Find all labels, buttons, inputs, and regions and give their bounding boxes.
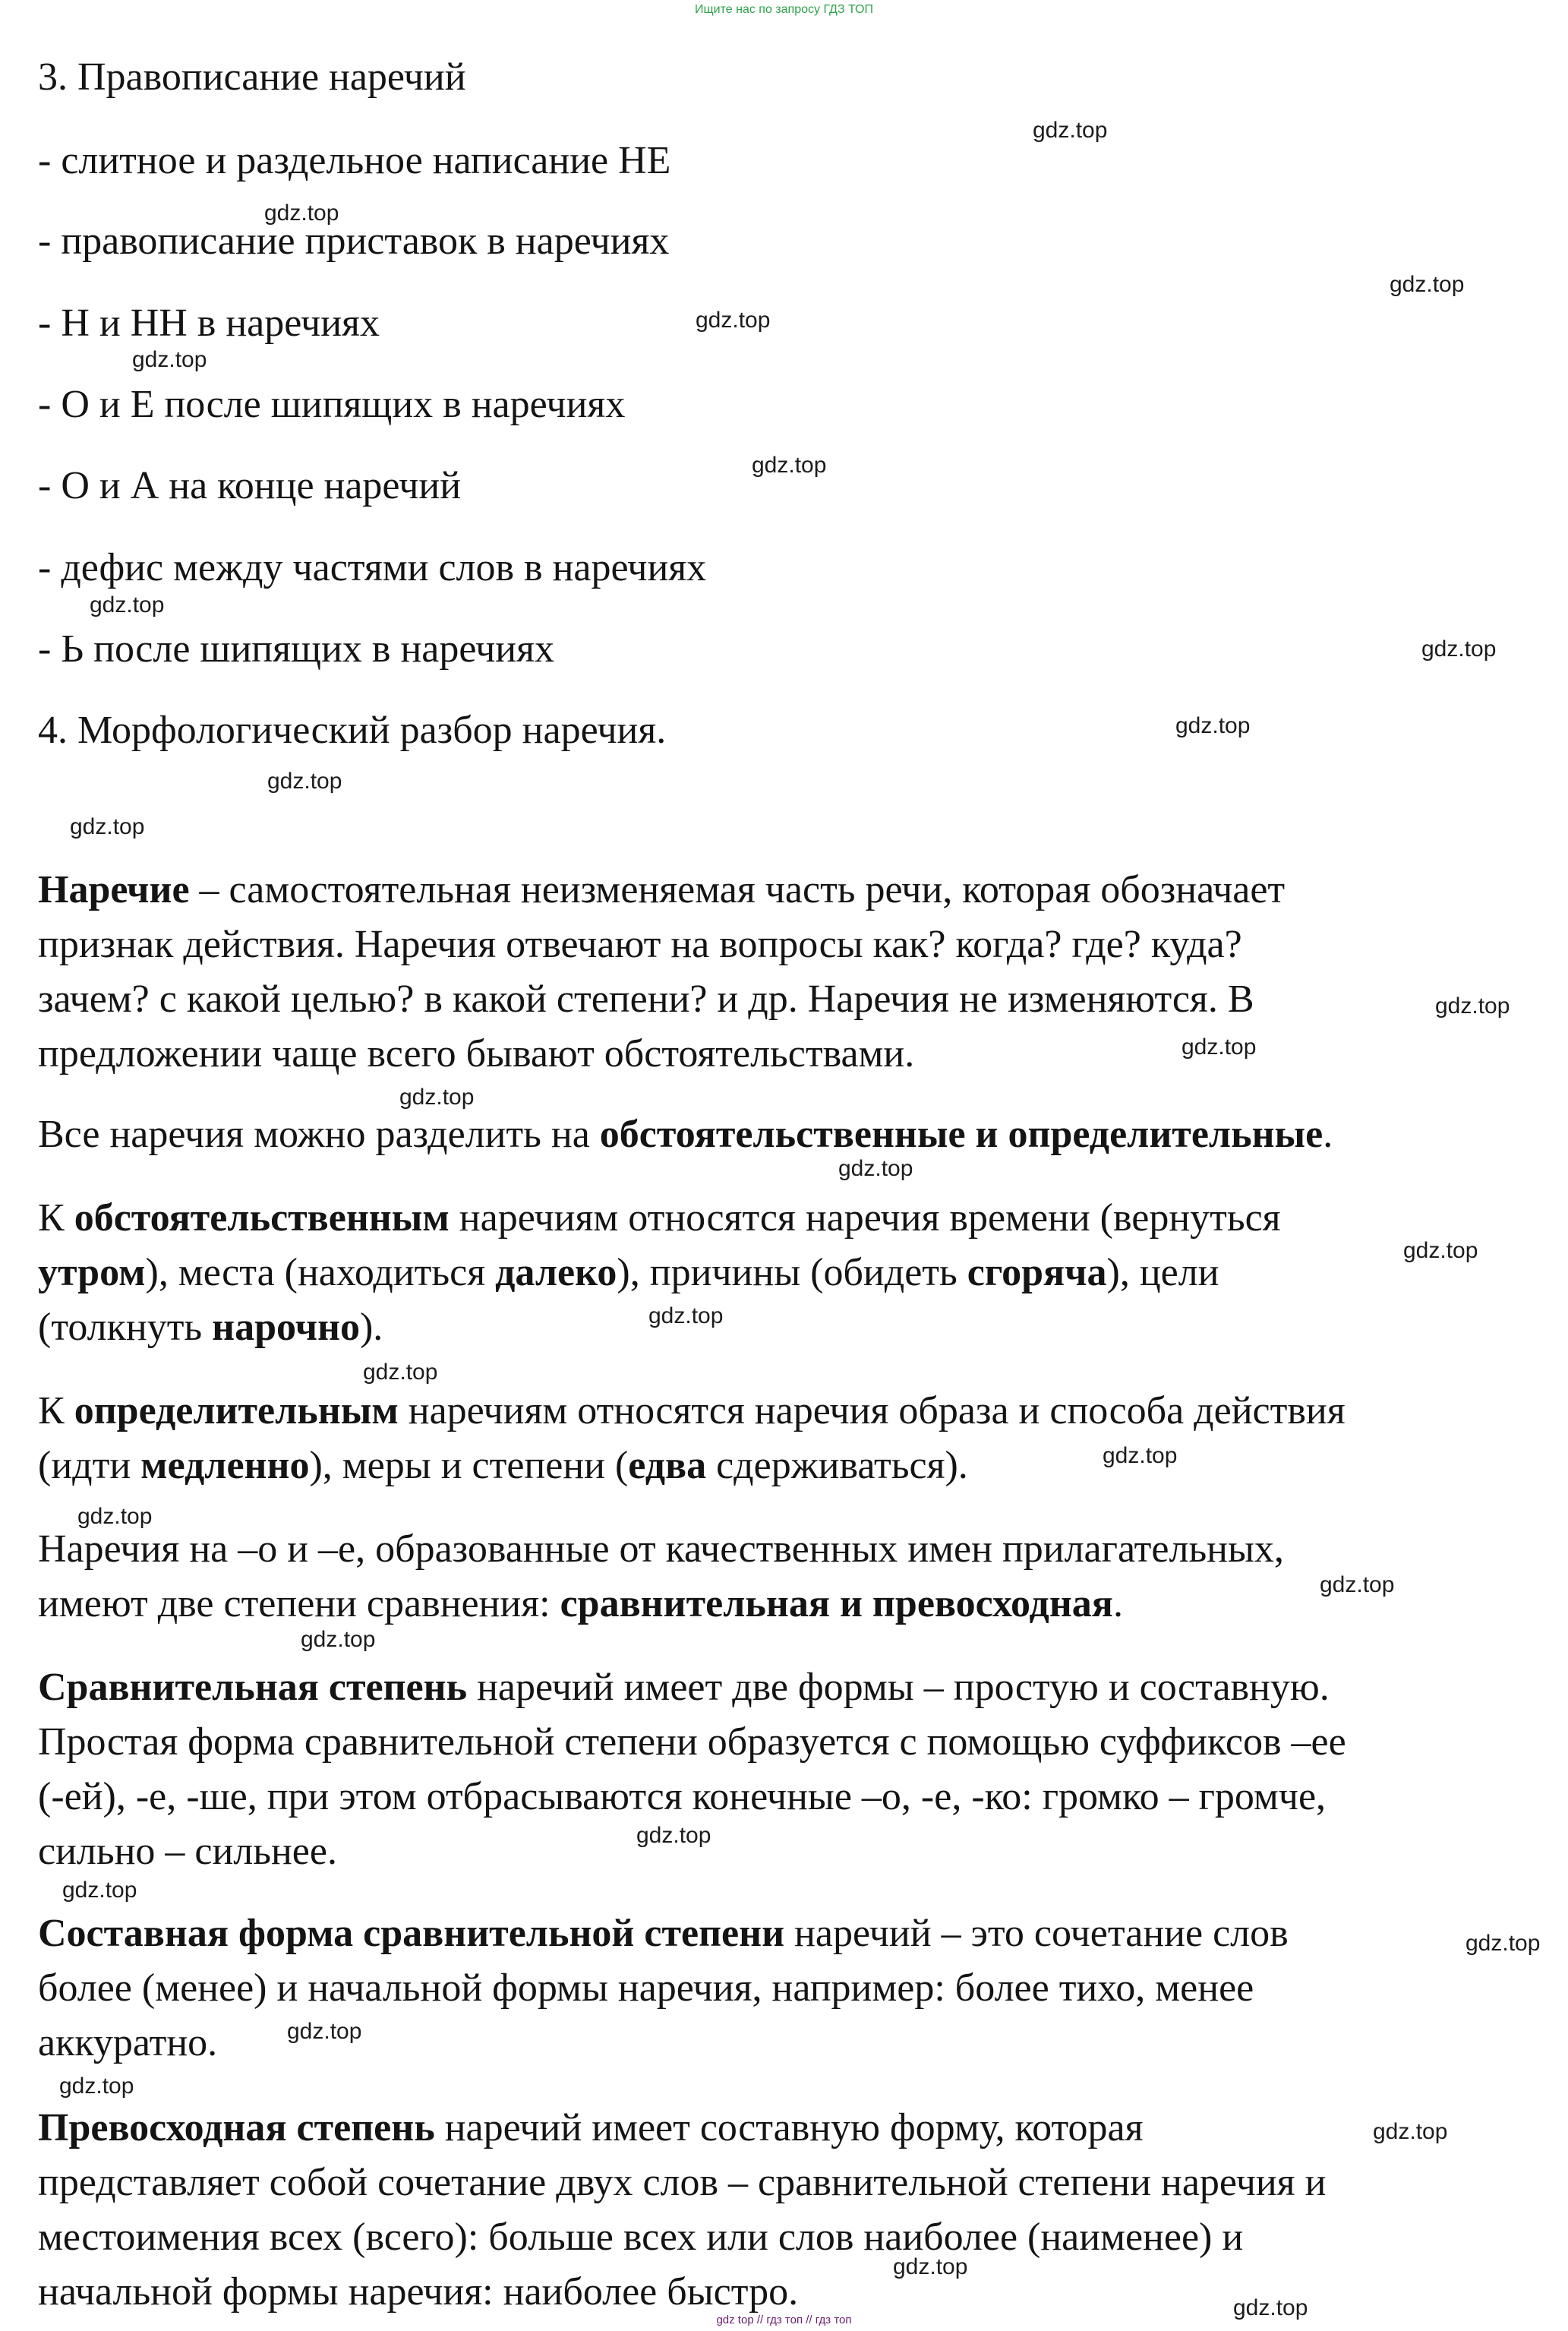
paragraph-compound-comparative: Составная форма сравнительной степени наречий – это сочетание слов более (менее) и начальной формы наречия, например: более тихо, менее аккуратно.	[38, 1912, 1289, 2064]
watermark: gdz.top	[1033, 118, 1108, 143]
watermark: gdz.top	[636, 1823, 711, 1848]
watermark: gdz.top	[1182, 1034, 1257, 1060]
paragraph-classification: Все наречия можно разделить на обстоятельственные и определительные.	[38, 1113, 1333, 1156]
paragraph-definition: Наречие – самостоятельная неизменяемая часть речи, которая обозначает признак действия. Наречия отвечают на вопросы как? когда? где? куда? зачем? с какой целью? в какой степени? и др. Наречия не изменяются. В предложении чаще всего бывают обстоятельствами.	[38, 868, 1286, 1075]
watermark: gdz.top	[838, 1156, 913, 1181]
watermark: gdz.top	[1373, 2119, 1448, 2144]
header-notice: Ищите нас по запросу ГДЗ ТОП	[695, 3, 873, 16]
list-item: - Н и НН в наречиях	[38, 302, 380, 345]
paragraph-degrees: Наречия на –о и –е, образованные от качественных имен прилагательных, имеют две степени сравнения: сравнительная и превосходная.	[38, 1527, 1284, 1625]
watermark: gdz.top	[696, 308, 771, 333]
watermark: gdz.top	[893, 2254, 968, 2279]
watermark: gdz.top	[132, 347, 207, 372]
paragraph-comparative: Сравнительная степень наречий имеет две формы – простую и составную. Простая форма сравнительной степени образуется с помощью суффиксов –ее (-ей), -е, -ше, при этом отбрасываются конечные –о, -е, -ко: громко – громче, сильно – сильнее.	[38, 1666, 1346, 1873]
watermark: gdz.top	[363, 1360, 438, 1385]
paragraph-attributive: К определительным наречиям относятся наречия образа и способа действия (идти медленно), меры и степени (едва сдерживаться).	[38, 1389, 1346, 1487]
watermark: gdz.top	[1320, 1572, 1395, 1597]
watermark: gdz.top	[752, 453, 827, 478]
watermark: gdz.top	[267, 769, 342, 794]
list-item: - О и Е после шипящих в наречиях	[38, 383, 626, 426]
watermark: gdz.top	[1103, 1443, 1178, 1468]
watermark: gdz.top	[1435, 993, 1510, 1019]
watermark: gdz.top	[1465, 1931, 1541, 1956]
watermark: gdz.top	[77, 1504, 153, 1529]
list-item: - О и А на конце наречий	[38, 464, 462, 507]
watermark: gdz.top	[648, 1303, 724, 1328]
watermark: gdz.top	[1175, 713, 1251, 738]
paragraph-superlative: Превосходная степень наречий имеет составную форму, которая представляет собой сочетание двух слов – сравнительной степени наречия и местоимения всех (всего): больше всех или слов наиболее (наименее) и начальной формы наречия: наиболее быстро.	[38, 2106, 1327, 2314]
list-item: - Ь после шипящих в наречиях	[38, 627, 555, 671]
watermark: gdz.top	[1233, 2295, 1308, 2320]
watermark: gdz.top	[399, 1085, 475, 1110]
watermark: gdz.top	[62, 1878, 137, 1903]
watermark: gdz.top	[1390, 272, 1465, 297]
footer-notice: gdz top // гдз топ // гдз топ	[716, 2314, 852, 2326]
term-adverb: Наречие	[38, 868, 190, 911]
watermark: gdz.top	[287, 2019, 362, 2044]
list-item: - правописание приставок в наречиях	[38, 220, 670, 263]
watermark: gdz.top	[70, 814, 145, 839]
list-item: - дефис между частями слов в наречиях	[38, 546, 707, 589]
section-3-title: 3. Правописание наречий	[38, 55, 466, 99]
watermark: gdz.top	[264, 201, 339, 226]
watermark: gdz.top	[90, 592, 165, 617]
watermark: gdz.top	[301, 1627, 376, 1652]
watermark: gdz.top	[1421, 636, 1497, 662]
section-4-title: 4. Морфологический разбор наречия.	[38, 709, 667, 752]
watermark: gdz.top	[1403, 1238, 1478, 1263]
list-item: - слитное и раздельное написание НЕ	[38, 139, 671, 182]
paragraph-circumstantial: К обстоятельственным наречиям относятся наречия времени (вернуться утром), места (находиться далеко), причины (обидеть сгоряча), цели (толкнуть нарочно).	[38, 1196, 1281, 1349]
watermark: gdz.top	[59, 2074, 134, 2099]
